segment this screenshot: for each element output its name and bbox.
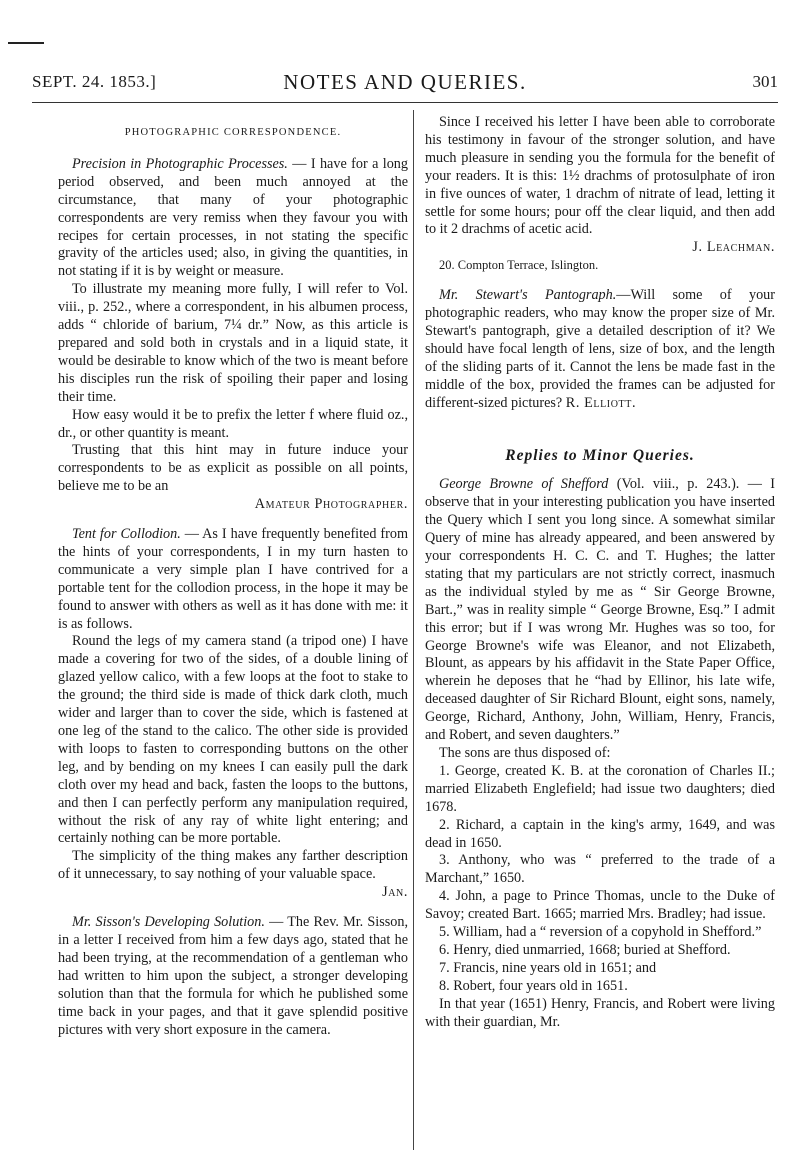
- signature-elliott: R. Elliott.: [565, 394, 637, 411]
- article-text: — I have for a long period observed, and been much annoyed at the circumstance, that many of your photographic correspondents are very remiss when they favour you with recipes for certain processes, in not stating the specific gravity of the articles used; also, in giving the quantities, in not stating if it is by weight or measure.: [58, 155, 408, 280]
- article-text: — The Rev. Mr. Sisson, in a letter I received from him a few days ago, stated that he had been trying, at the recommendation of a gentleman who had written to him upon the subject, a stronger developing solution than that the formula for which he published some time back in your pages, and that it gave splendid positive pictures with very short exposure in the camera.: [58, 914, 408, 1038]
- page-header: [32, 70, 778, 100]
- article-title: Tent for Collodion.: [72, 526, 181, 543]
- article-title: George Browne of Shefford: [439, 476, 609, 493]
- list-item: 3. Anthony, who was “ preferred to the trade of a Marchant,” 1650.: [425, 852, 775, 887]
- paragraph: How easy would it be to prefix the letter f where fluid oz., dr., or other quantity is meant.: [58, 406, 408, 441]
- section-title-photographic: PHOTOGRAPHIC CORRESPONDENCE.: [124, 127, 342, 138]
- page-number: 301: [752, 72, 778, 91]
- article-pantograph: [425, 287, 775, 412]
- article-title: Precision in Photographic Processes.: [72, 155, 288, 172]
- list-item: 5. William, had a “ reversion of a copyhold in Shefford.”: [439, 924, 762, 941]
- article-precision: [58, 156, 408, 281]
- column-divider: [413, 110, 414, 1150]
- article-sisson: [58, 914, 408, 1039]
- section-title-replies: Replies to Minor Queries.: [505, 446, 695, 464]
- signature-amateur: Amateur Photographer.: [254, 496, 408, 513]
- left-column: [58, 114, 408, 1039]
- paragraph: Since I received his letter I have been able to corroborate his testimony in favour of the stronger solution, and have much pleasure in sending you the formula for the benefit of your readers. It is this: 1½ drachms of protosulphate of iron in five ounces of water, 1 drachm of nitrate of lead, letting it settle for some hours; pour off the clear liquid, and then add to it 2 drachms of acetic acid.: [425, 114, 775, 238]
- paragraph: In that year (1651) Henry, Francis, and Robert were living with their guardian, Mr.: [425, 995, 775, 1030]
- paragraph: To illustrate my meaning more fully, I will refer to Vol. viii., p. 252., where a correspondent, in his albumen process, adds “ chloride of barium, 7¼ dr.” Now, as this article is prepared and sold both in crystals and in a liquid state, it would be desirable to know which of the two is meant before his disciples run the risk of spoiling their paper and losing their time.: [58, 281, 408, 405]
- list-item: 4. John, a page to Prince Thomas, uncle to the Duke of Savoy; created Bart. 1665; married Mrs. Bradley; had issue.: [425, 888, 775, 923]
- article-text: (Vol. viii., p. 243.). — I observe that in your interesting publication you have inserted the Query which I sent you long since. A somewhat similar Query of mine has already appeared, and been answered by your correspondents H. C. C. and T. Hughes; the latter stating that my particulars are not strictly correct, inasmuch as the individual styled by me as “ Sir George Browne, Bart.,” was in reality simple “ George Browne, Esq.” I admit this error; but if I was wrong Mr. Hughes was so too, for George Browne's wife was Eleanor, and not Elizabeth, Blount, as appears by his affidavit in the State Paper Office, wherein he deposes that he “had by Ellinor, his late wife, deceased daughter of Sir Richard Blount, eight sons, namely, George, Richard, Anthony, John, William, Henry, Francis, and Robert, and seven daughters.”: [425, 476, 776, 744]
- article-text: —Will some of your photographic readers, who may know the proper size of Mr. Stewart's pantograph, give a detailed description of it? We should have focal length of lens, size of box, and the length of the sliding parts of it. Cannot the lens be made fast in the middle of the box, provided the frames can be adjusted for different-sized pictures?: [425, 287, 776, 411]
- article-title: Mr. Sisson's Developing Solution.: [72, 914, 265, 931]
- signature-leachman: J. Leachman.: [692, 239, 775, 256]
- journal-title: NOTES AND QUERIES.: [283, 70, 527, 94]
- paragraph: The simplicity of the thing makes any farther description of it unnecessary, to say nothing of your valuable space.: [58, 848, 408, 883]
- list-item: 1. George, created K. B. at the coronation of Charles II.; married Elizabeth Englefield; had issue two daughters; died 1678.: [425, 762, 775, 815]
- paragraph: The sons are thus disposed of:: [439, 745, 611, 761]
- article-title: Mr. Stewart's Pantograph.: [439, 287, 617, 304]
- paragraph: Trusting that this hint may in future induce your correspondents to be as explicit as possible on all points, believe me to be an: [58, 442, 408, 495]
- header-rule: [32, 102, 778, 103]
- signature-jan: Jan.: [382, 884, 408, 901]
- article-browne: [425, 476, 775, 745]
- list-item: 7. Francis, nine years old in 1651; and: [439, 959, 657, 976]
- article-tent: [58, 526, 408, 633]
- right-column: [425, 114, 775, 1032]
- article-text: — As I have frequently benefited from the hints of your correspondents, I in my turn hasten to communicate a very simple plan I have contrived for a portable tent for the collodion process, in the hope it may be found to answer with others as well as it has done with me: it is as follows.: [58, 526, 409, 632]
- top-rule: [8, 42, 44, 44]
- list-item: 8. Robert, four years old in 1651.: [439, 977, 628, 994]
- list-item: 2. Richard, a captain in the king's army, 1649, and was dead in 1650.: [425, 816, 775, 851]
- issue-date: SEPT. 24. 1853.]: [32, 72, 157, 91]
- paragraph: Round the legs of my camera stand (a tripod one) I have made a covering for two of the sides, of a double lining of glazed yellow calico, with a few loops at the foot to stake to the ground; the third side is made of thick dark cloth, much wider and larger than to cover the side, which is fastened at one leg of the stand to the calico. The other side is provided with loops to fasten to corresponding buttons on the other leg, and by bending on my knees I can easily pull the dark cloth over my head and back, fasten the loops to the buttons, and then I can perfectly perform any manipulation required, without the risk of any ray of white light entering; and certainly nothing can be more portable.: [58, 633, 408, 847]
- list-item: 6. Henry, died unmarried, 1668; buried at Shefford.: [439, 941, 731, 958]
- address: 20. Compton Terrace, Islington.: [439, 258, 599, 273]
